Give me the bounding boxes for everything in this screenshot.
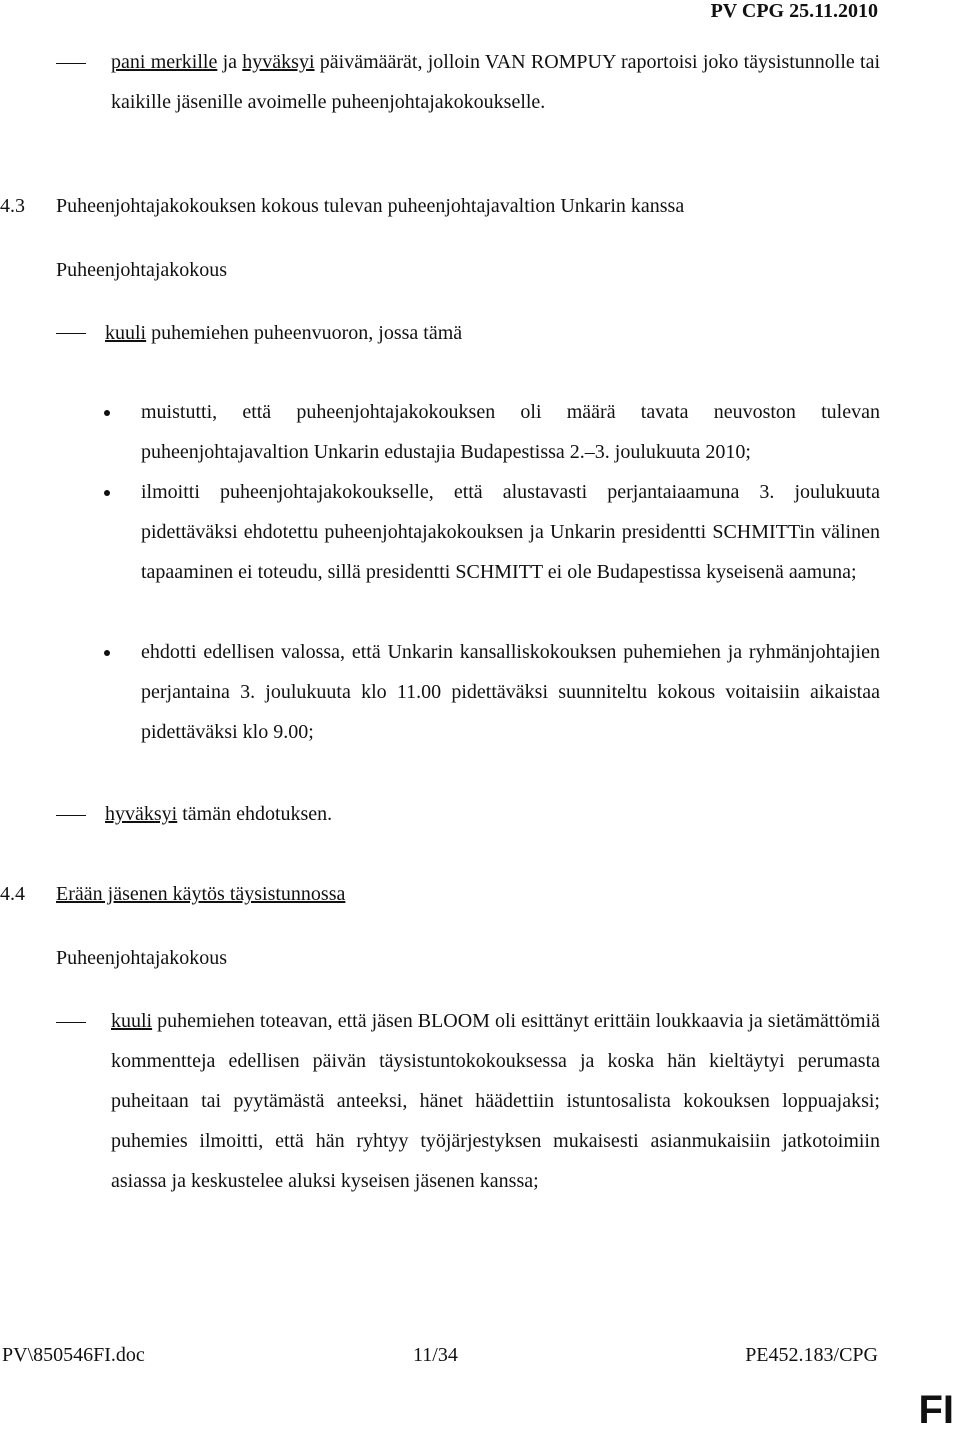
- dash-marker: [56, 333, 86, 334]
- dash-marker: [56, 1022, 86, 1023]
- bullet-text: ehdotti edellisen valossa, että Unkarin kansalliskokouksen puhemiehen ja ryhmänjohtajien perjantaina 3. joulukuuta klo 11.00 pidettäväksi suunniteltu kokous voitaisiin aikaistaa pidettäväksi klo 9.00;: [141, 641, 880, 743]
- action-word: hyväksyi: [105, 803, 178, 825]
- section-title: Erään jäsenen käytös täysistunnossa: [56, 883, 346, 905]
- item-text: [111, 1001, 880, 1201]
- footer-reference: PE452.183/CPG: [745, 1344, 878, 1366]
- bullet-text: muistutti, että puheenjohtajakokouksen oli määrä tavata neuvoston tulevan puheenjohtajavaltion Unkarin edustajia Budapestissa 2.–3. joulukuuta 2010;: [141, 401, 880, 463]
- document-header-reference: PV CPG 25.11.2010: [710, 0, 878, 22]
- bullet-icon: [104, 650, 110, 656]
- section-number: 4.4: [0, 883, 25, 905]
- dash-marker: [56, 63, 86, 64]
- text-fragment: ja: [217, 51, 243, 73]
- action-word: hyväksyi: [242, 51, 315, 73]
- language-code: FI: [918, 1388, 954, 1432]
- section-number: 4.3: [0, 195, 25, 217]
- action-word: kuuli: [105, 322, 147, 344]
- action-word: kuuli: [111, 1010, 153, 1032]
- bullet-icon: [104, 410, 110, 416]
- dash-marker: [56, 815, 86, 816]
- text-fragment: päivämäärät, jolloin VAN ROMPUY raportoisi joko täysistunnolle tai kaikille jäsenille avoimelle puheenjohtajakokoukselle.: [111, 51, 881, 113]
- bullet-text: ilmoitti puheenjohtajakokoukselle, että alustavasti perjantaiaamuna 3. joulukuuta pidettäväksi ehdotettu puheenjohtajakokouksen ja Unkarin presidentti SCHMITTin välinen tapaaminen ei toteudu, sillä presidentti SCHMITT ei ole Budapestissa kyseisenä aamuna;: [141, 481, 880, 583]
- bullet-icon: [104, 490, 110, 496]
- action-word: pani merkille: [111, 51, 218, 73]
- item-text: [105, 313, 462, 353]
- paragraph-acceptance: [111, 42, 880, 122]
- text-fragment: puhemiehen puheenvuoron, jossa tämä: [146, 322, 463, 344]
- text-fragment: puhemiehen toteavan, että jäsen BLOOM oli esittänyt erittäin loukkaavia ja sietämättömiä kommentteja edellisen päivän täysistuntokokouksessa ja koska hän kieltäytyi perumasta puheitaan tai pyytämästä anteeksi, hänet häädettiin istuntosalista kokouksen loppuajaksi; puhemies ilmoitti, että hän ryhtyy työjärjestyksen mukaisesti asianmukaisiin jatkotoimiin asiassa ja keskustelee aluksi kyseisen jäsenen kanssa;: [111, 1010, 880, 1192]
- section-title: Puheenjohtajakokouksen kokous tulevan puheenjohtajavaltion Unkarin kanssa: [56, 195, 685, 217]
- text-fragment: tämän ehdotuksen.: [177, 803, 333, 825]
- section-subject: Puheenjohtajakokous: [56, 947, 228, 969]
- footer-page-number: 11/34: [413, 1344, 458, 1366]
- section-subject: Puheenjohtajakokous: [56, 259, 228, 281]
- decision-text: [105, 794, 332, 834]
- footer-filename: PV\850546FI.doc: [2, 1344, 145, 1366]
